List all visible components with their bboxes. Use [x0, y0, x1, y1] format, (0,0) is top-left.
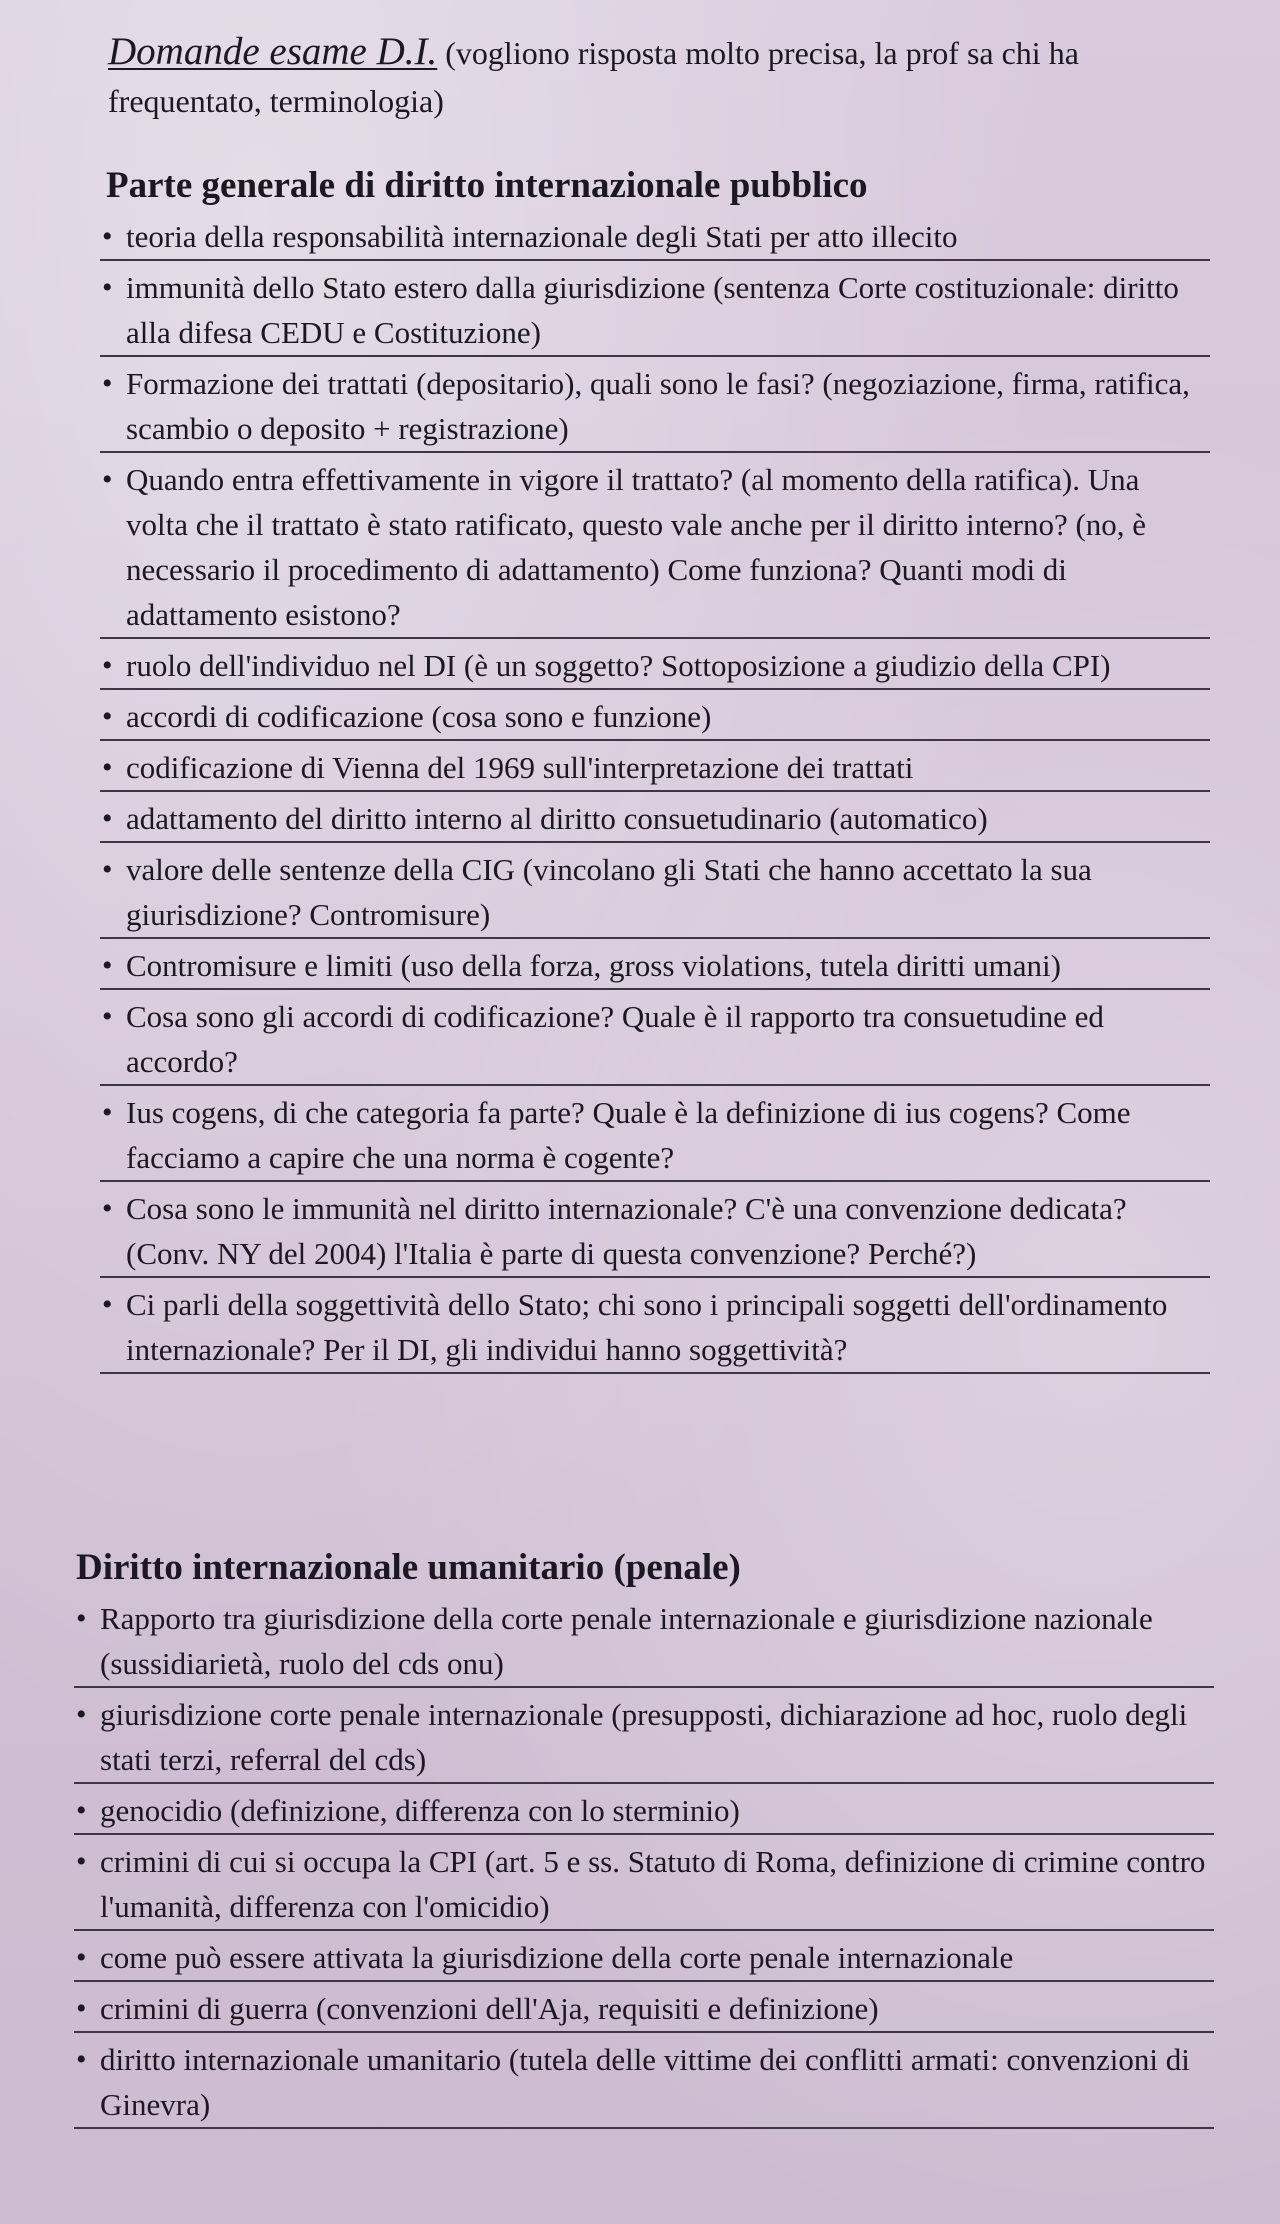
list-item: [100, 796, 1210, 843]
bullet-icon: •: [102, 751, 113, 784]
bullet-icon: •: [102, 700, 113, 733]
section-heading-general: Parte generale di diritto internazionale pubblico: [106, 165, 868, 206]
bullet-icon: •: [76, 2043, 87, 2076]
question-text: crimini di cui si occupa la CPI (art. 5 e ss. Statuto di Roma, definizione di crimine contro l'umanità, differenza con l'omicidio): [100, 1844, 1206, 1924]
bullet-icon: •: [102, 1288, 113, 1321]
question-text: teoria della responsabilità internazionale degli Stati per atto illecito: [126, 219, 958, 254]
question-text: Cosa sono gli accordi di codificazione? Quale è il rapporto tra consuetudine ed accordo?: [126, 999, 1104, 1079]
list-item: [74, 2037, 1214, 2129]
list-item: [74, 1839, 1214, 1931]
question-text: crimini di guerra (convenzioni dell'Aja, requisiti e definizione): [100, 1991, 879, 2026]
bullet-icon: •: [76, 1941, 87, 1974]
question-list-general: [100, 214, 1210, 1378]
bullet-icon: •: [102, 802, 113, 835]
bullet-icon: •: [102, 367, 113, 400]
question-text: accordi di codificazione (cosa sono e funzione): [126, 699, 712, 734]
bullet-icon: •: [102, 649, 113, 682]
question-text: Ius cogens, di che categoria fa parte? Quale è la definizione di ius cogens? Come facciamo a capire che una norma è cogente?: [126, 1095, 1131, 1175]
bullet-icon: •: [102, 949, 113, 982]
question-text: Contromisure e limiti (uso della forza, gross violations, tutela diritti umani): [126, 948, 1061, 983]
list-item: [100, 1090, 1210, 1182]
question-text: ruolo dell'individuo nel DI (è un soggetto? Sottoposizione a giudizio della CPI): [126, 648, 1111, 683]
list-item: [100, 745, 1210, 792]
question-text: genocidio (definizione, differenza con lo sterminio): [100, 1793, 740, 1828]
question-text: giurisdizione corte penale internazionale (presupposti, dichiarazione ad hoc, ruolo degli stati terzi, referral del cds): [100, 1697, 1188, 1777]
question-text: codificazione di Vienna del 1969 sull'interpretazione dei trattati: [126, 750, 914, 785]
list-item: [100, 1186, 1210, 1278]
question-text: Cosa sono le immunità nel diritto internazionale? C'è una convenzione dedicata? (Conv. NY del 2004) l'Italia è parte di questa convenzione? Perché?): [126, 1191, 1127, 1271]
question-text: Rapporto tra giurisdizione della corte penale internazionale e giurisdizione nazionale (sussidiarietà, ruolo del cds onu): [100, 1601, 1153, 1681]
bullet-icon: •: [102, 1192, 113, 1225]
list-item: [100, 457, 1210, 639]
question-text: diritto internazionale umanitario (tutela delle vittime dei conflitti armati: convenzioni di Ginevra): [100, 2042, 1190, 2122]
list-item: [74, 1692, 1214, 1784]
list-item: [74, 1986, 1214, 2033]
list-item: [74, 1788, 1214, 1835]
list-item: [100, 943, 1210, 990]
bullet-icon: •: [76, 1992, 87, 2025]
question-text: immunità dello Stato estero dalla giurisdizione (sentenza Corte costituzionale: diritto alla difesa CEDU e Costituzione): [126, 270, 1179, 350]
list-item: [74, 1596, 1214, 1688]
list-item: [100, 265, 1210, 357]
document-title: Domande esame D.I.: [108, 30, 438, 73]
list-item: [100, 994, 1210, 1086]
document-note: (vogliono risposta molto precisa, la prof sa chi ha frequentato, terminologia): [108, 35, 1079, 119]
question-text: come può essere attivata la giurisdizione della corte penale internazionale: [100, 1940, 1014, 1975]
question-text: Quando entra effettivamente in vigore il trattato? (al momento della ratifica). Una volta che il trattato è stato ratificato, questo vale anche per il diritto interno? (no, è necessario il procedimento di adattamento) Come funziona? Quanti modi di adattamento esistono?: [126, 462, 1147, 632]
bullet-icon: •: [102, 1096, 113, 1129]
list-item: [100, 214, 1210, 261]
section-heading-humanitarian: Diritto internazionale umanitario (penale): [76, 1547, 741, 1588]
list-item: [100, 847, 1210, 939]
document-header: [108, 28, 1228, 125]
question-text: Formazione dei trattati (depositario), quali sono le fasi? (negoziazione, firma, ratifica, scambio o deposito + registrazione): [126, 366, 1190, 446]
bullet-icon: •: [102, 271, 113, 304]
question-text: adattamento del diritto interno al diritto consuetudinario (automatico): [126, 801, 988, 836]
bullet-icon: •: [102, 1000, 113, 1033]
list-item: [100, 643, 1210, 690]
bullet-icon: •: [102, 463, 113, 496]
list-item: [74, 1935, 1214, 1982]
bullet-icon: •: [102, 853, 113, 886]
bullet-icon: •: [76, 1845, 87, 1878]
list-item: [100, 361, 1210, 453]
question-text: valore delle sentenze della CIG (vincolano gli Stati che hanno accettato la sua giurisdizione? Contromisure): [126, 852, 1092, 932]
bullet-icon: •: [76, 1698, 87, 1731]
list-item: [100, 694, 1210, 741]
list-item: [100, 1282, 1210, 1374]
bullet-icon: •: [76, 1794, 87, 1827]
bullet-icon: •: [76, 1602, 87, 1635]
question-list-humanitarian: [74, 1596, 1214, 2133]
bullet-icon: •: [102, 220, 113, 253]
question-text: Ci parli della soggettività dello Stato; chi sono i principali soggetti dell'ordinamento internazionale? Per il DI, gli individui hanno soggettività?: [126, 1287, 1168, 1367]
